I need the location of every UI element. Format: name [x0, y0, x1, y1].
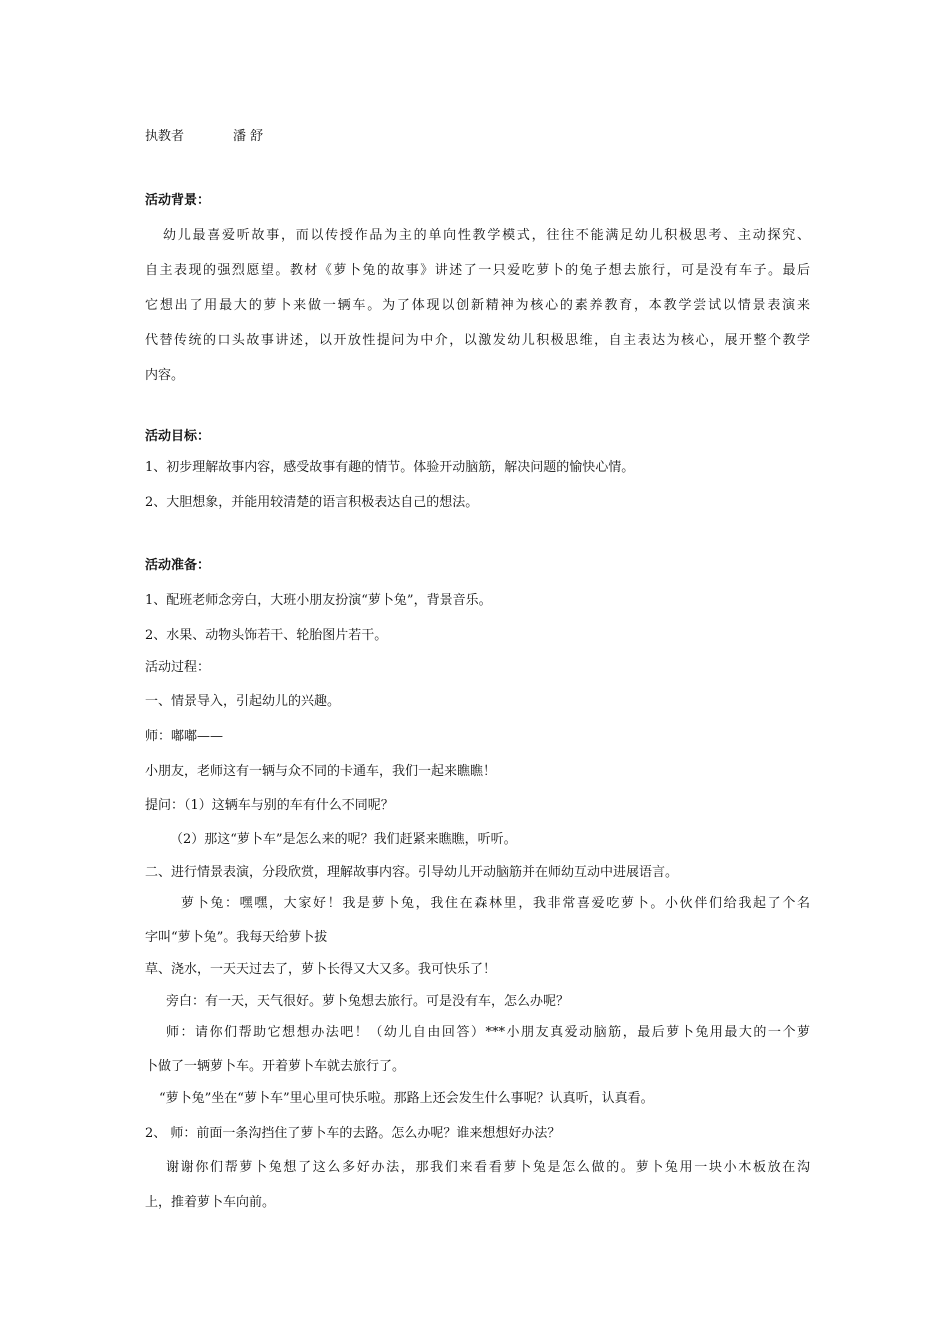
- prep-item: 2、水果、动物头饰若干、轮胎图片若干。: [145, 628, 388, 643]
- process-line: 萝卜兔：嘿嘿，大家好！我是萝卜兔，我住在森林里，我非常喜爱吃萝卜。小伙伴们给我起了个名: [181, 896, 810, 911]
- background-heading: 活动背景：: [145, 193, 211, 208]
- process-line: 草、浇水，一天天过去了，萝卜长得又大又多。我可快乐了！: [145, 962, 497, 977]
- process-heading: 活动过程：: [145, 660, 211, 675]
- author-name: 潘 舒: [233, 129, 264, 144]
- prep-item: 1、配班老师念旁白，大班小朋友扮演“萝卜兔”，背景音乐。: [145, 593, 492, 608]
- background-line: 它想出了用最大的萝卜来做一辆车。为了体现以创新精神为核心的素养教育，本教学尝试以情景表演来: [145, 298, 810, 313]
- process-line: 卜做了一辆萝卜车。开着萝卜车就去旅行了。: [145, 1059, 406, 1074]
- author-line: [145, 128, 810, 146]
- process-line: “萝卜兔”坐在“萝卜车”里心里可快乐啦。那路上还会发生什么事呢？认真听，认真看。: [159, 1091, 654, 1106]
- background-line: 自主表现的强烈愿望。教材《萝卜兔的故事》讲述了一只爱吃萝卜的兔子想去旅行，可是没有车子。最后: [145, 263, 810, 278]
- process-line: 师：请你们帮助它想想办法吧！（幼儿自由回答）***小朋友真爱动脑筋，最后萝卜兔用最大的一个萝: [166, 1025, 810, 1040]
- author-label: 执教者: [145, 129, 185, 144]
- background-line: 内容。: [145, 368, 185, 383]
- goal-item: 1、初步理解故事内容，感受故事有趣的情节。体验开动脑筋，解决问题的愉快心情。: [145, 460, 635, 475]
- prep-heading: 活动准备：: [145, 558, 211, 573]
- process-line: 谢谢你们帮萝卜兔想了这么多好办法，那我们来看看萝卜兔是怎么做的。萝卜兔用一块小木板放在沟: [166, 1160, 810, 1175]
- process-line: 提问：（1）这辆车与别的车有什么不同呢？: [145, 798, 394, 813]
- process-line: 师：嘟嘟——: [145, 729, 224, 744]
- background-line: 代替传统的口头故事讲述，以开放性提问为中介，以激发幼儿积极思维，自主表达为核心，展开整个教学: [145, 333, 810, 348]
- goals-heading: 活动目标：: [145, 429, 211, 444]
- process-line: 一、情景导入，引起幼儿的兴趣。: [145, 694, 341, 709]
- process-line: （2）那这“萝卜车”是怎么来的呢？我们赶紧来瞧瞧，听听。: [170, 832, 517, 847]
- goal-item: 2、大胆想象，并能用较清楚的语言积极表达自己的想法。: [145, 495, 479, 510]
- background-line: 幼儿最喜爱听故事，而以传授作品为主的单向性教学模式，往往不能满足幼儿积极思考、主动探究、: [163, 228, 810, 243]
- process-line: 2、 师：前面一条沟挡住了萝卜车的去路。怎么办呢？谁来想想好办法？: [145, 1126, 561, 1141]
- process-line: 字叫“萝卜兔”。我每天给萝卜拔: [145, 930, 328, 945]
- process-line: 小朋友，老师这有一辆与众不同的卡通车，我们一起来瞧瞧！: [145, 764, 497, 779]
- process-line: 二、进行情景表演，分段欣赏，理解故事内容。引导幼儿开动脑筋并在师幼互动中进展语言。: [145, 865, 679, 880]
- process-line: 上，推着萝卜车向前。: [145, 1195, 276, 1210]
- process-line: 旁白：有一天，天气很好。萝卜兔想去旅行。可是没有车，怎么办呢？: [166, 994, 570, 1009]
